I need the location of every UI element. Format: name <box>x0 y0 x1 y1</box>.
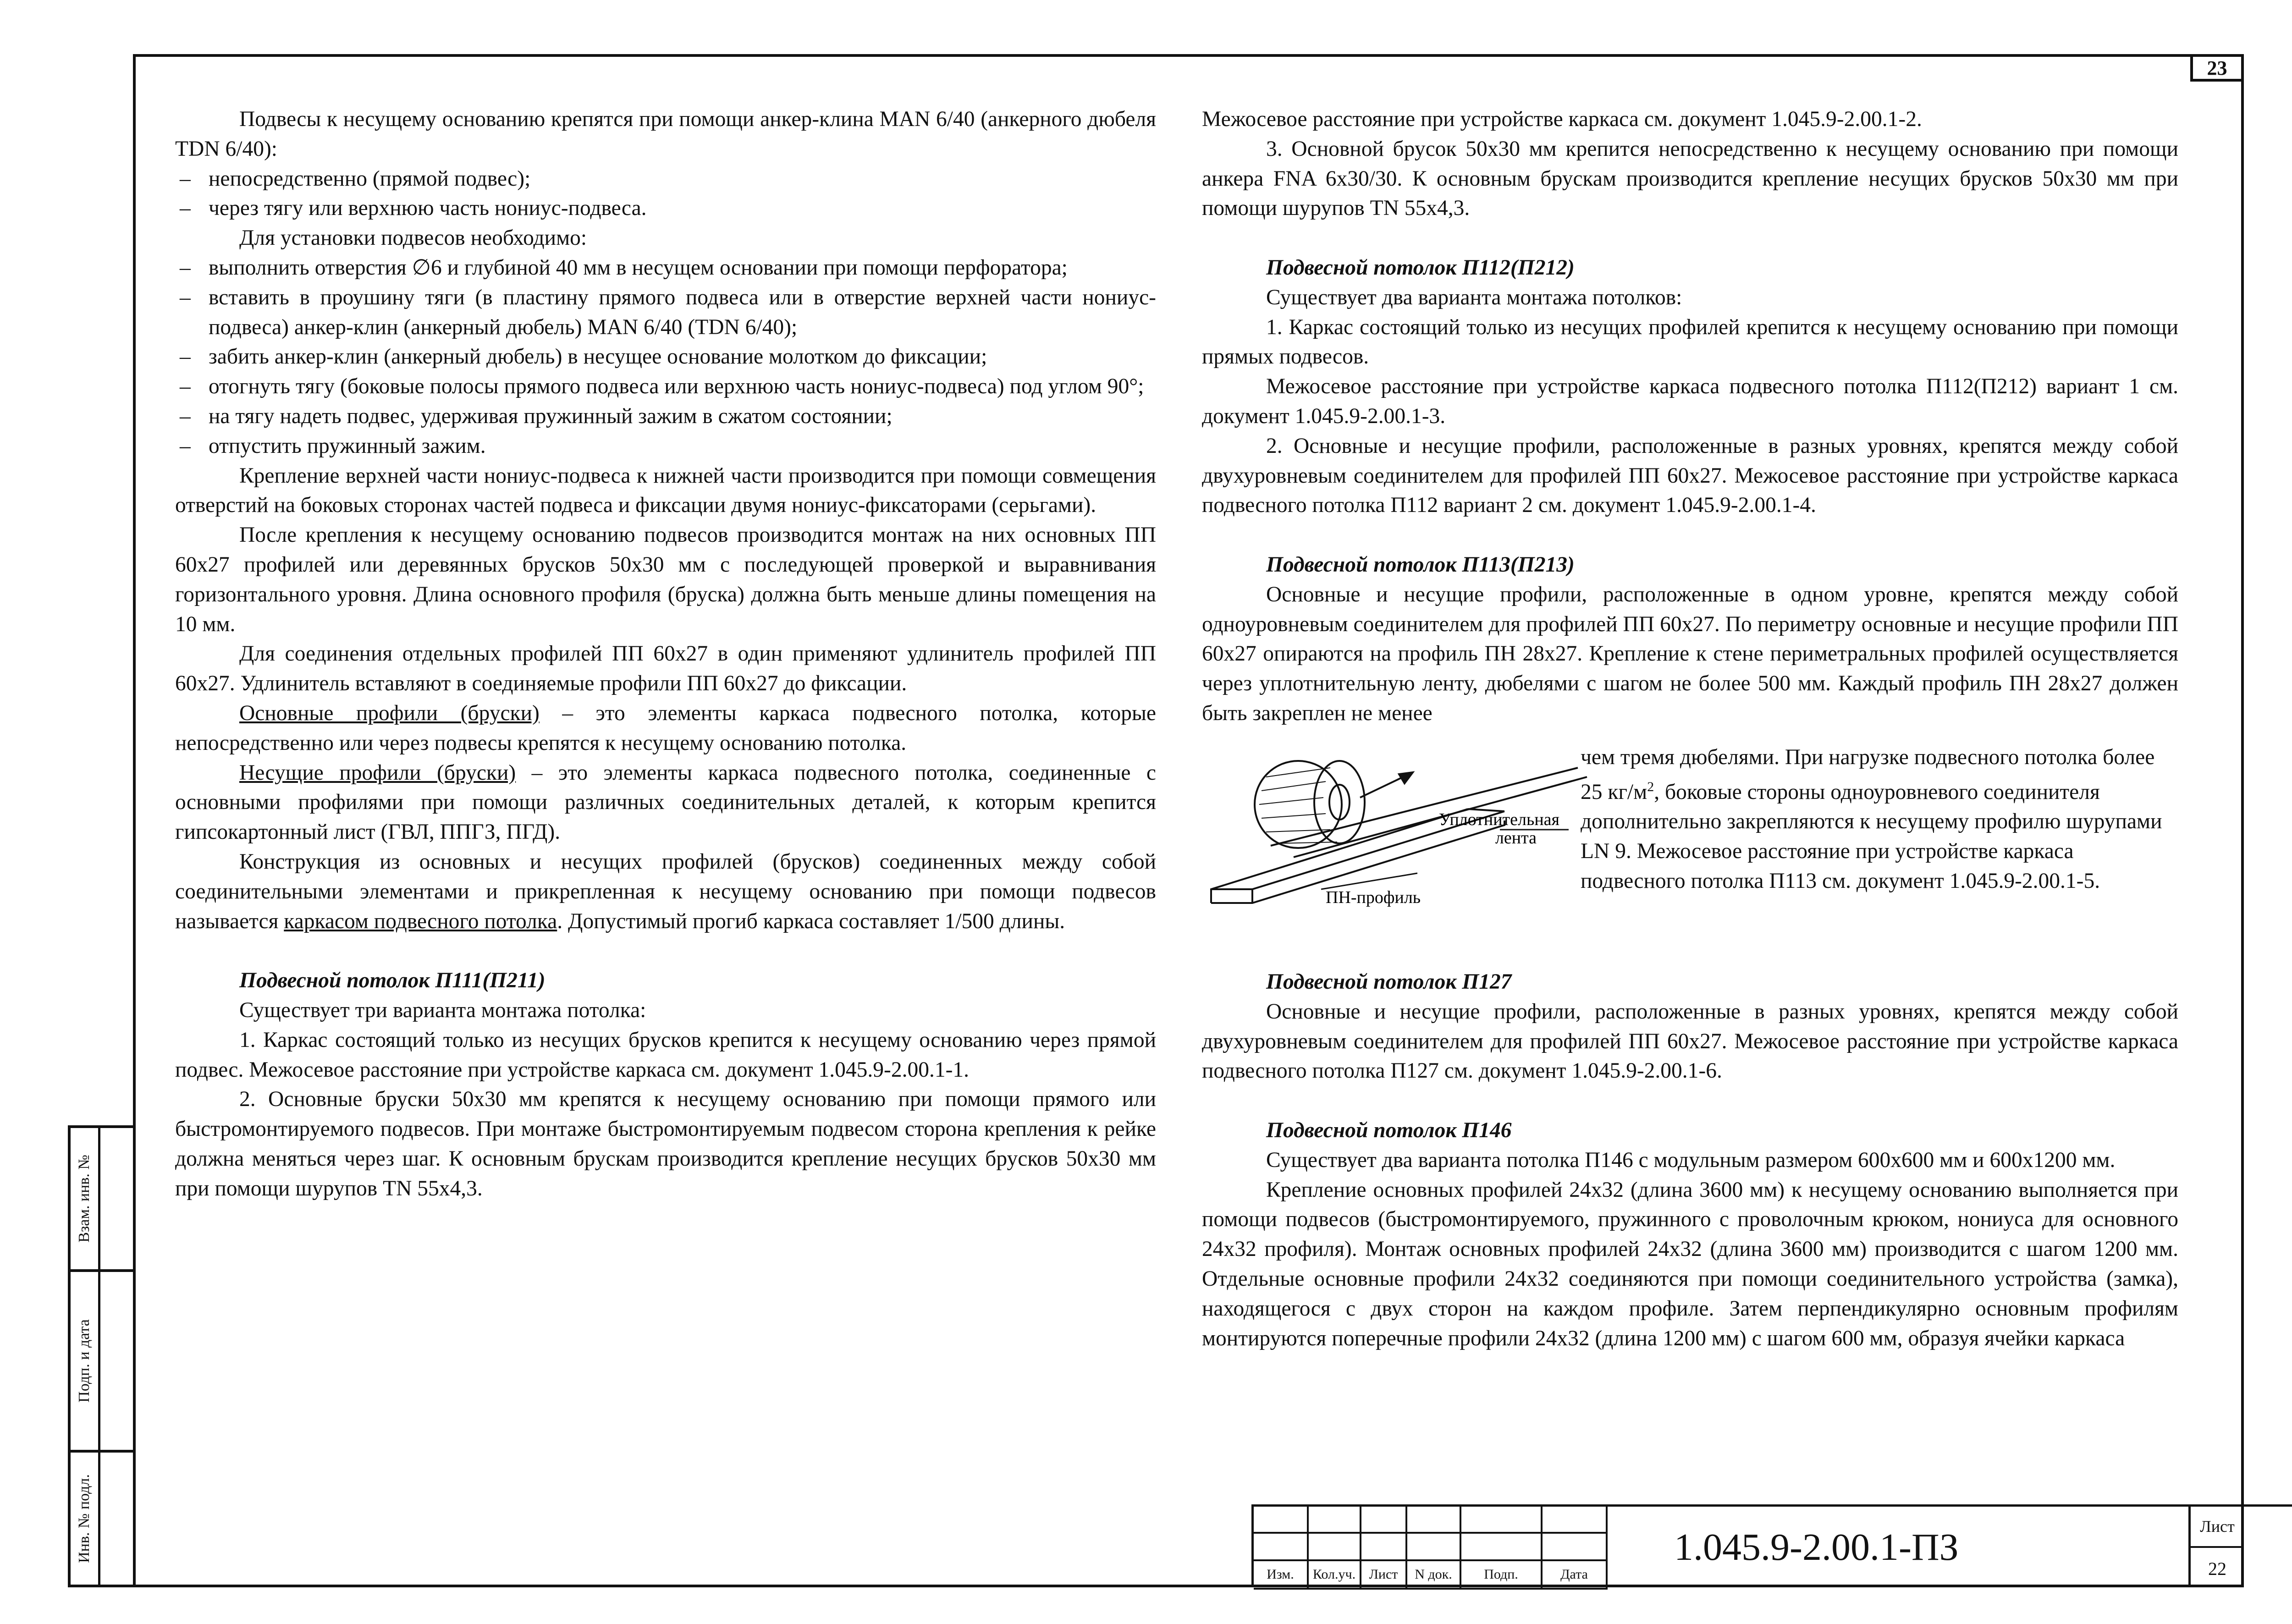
revision-grid <box>1251 1504 1605 1587</box>
list-item: – непосредственно (прямой подвес); <box>175 164 1156 194</box>
text-part: , боковые стороны одноуровневого соединителя дополнительно закрепляются к несущему профилю шурупами LN 9. Межосевое расстояние при устройстве каркаса подвесного потолка П113 см. документ 1.045.9-2.00.1-5. <box>1581 780 2162 893</box>
paragraph: Подвесы к несущему основанию крепятся при помощи анкер-клина MAN 6/40 (анкерного дюбеля TDN 6/40): <box>175 107 1156 161</box>
paragraph: 1. Каркас состоящий только из несущих брусков крепится к несущему основанию через прямой подвес. Межосевое расстояние при устройстве каркаса см. документ 1.045.9-2.00.1-1. <box>175 1028 1156 1082</box>
title-block <box>1251 1504 2244 1587</box>
col-header-kol: Кол.уч. <box>1309 1561 1361 1590</box>
paragraph: Для соединения отдельных профилей ПП 60х27 в один применяют удлинитель профилей ПП 60х27. Удлинитель вставляют в соединяемые профили ПП 60х27 до фиксации. <box>175 642 1156 696</box>
side-row-inv-no <box>68 1125 133 1272</box>
term-main-profiles: Основные профили (бруски) <box>239 701 540 725</box>
top-page-number: 23 <box>2190 54 2244 82</box>
side-label-inv-orig: Инв. № подл. <box>76 1474 93 1563</box>
section-heading-p127: Подвесной потолок П127 <box>1266 970 1512 994</box>
paragraph-definition-bearing <box>175 758 1156 847</box>
paragraph: Для установки подвесов необходимо: <box>239 226 587 250</box>
col-header-izm: Изм. <box>1254 1561 1309 1590</box>
superscript: 2 <box>1647 779 1654 794</box>
list-item: – отогнуть тягу (боковые полосы прямого подвеса или верхнюю часть нониус-подвеса) под углом 90°; <box>175 372 1156 402</box>
paragraph <box>1581 743 2172 896</box>
illustration-side-text <box>1581 743 2172 896</box>
definition-text: – это элементы каркаса подвесного потолка, соединенные с основными профилями при помощи различных соединительных деталей, к которым крепится гипсокартонный лист (ГВЛ, ППГЗ, ПГД). <box>175 760 1156 844</box>
paragraph: Основные и несущие профили, расположенные в разных уровнях, крепятся между собой двухуровневым соединителем для профилей ПП 60х27. Межосевое расстояние при устройстве каркаса подвесного потолка П127 см. документ 1.045.9-2.00.1-6. <box>1202 999 2178 1083</box>
paragraph: Крепление верхней части нониус-подвеса к нижней части производится при помощи совмещения отверстий на боковых сторонах частей подвеса и фиксации двумя нониус-фиксаторами (серьгами). <box>175 463 1156 517</box>
section-heading-p112: Подвесной потолок П112(П212) <box>1266 255 1575 280</box>
list-item: – выполнить отверстия ∅6 и глубиной 40 мм в несущем основании при помощи перфоратора; <box>175 253 1156 283</box>
text-part: . Допустимый прогиб каркаса составляет 1/500 длины. <box>557 909 1065 933</box>
list-item: – забить анкер-клин (анкерный дюбель) в несущее основание молотком до фиксации; <box>175 342 1156 372</box>
label-sealing-tape: Уплотнительная <box>1438 810 1559 829</box>
side-row-inv-orig <box>68 1450 133 1587</box>
text-part: чем тремя дюбелями. При нагрузке подвесного потолка более 25 кг/м <box>1581 745 2155 804</box>
paragraph: После крепления к несущему основанию подвесов производится монтаж на них основных ПП 60х27 профилей или деревянных брусков 50х30 мм с последующей проверкой и выравнивания горизонтального уровня. Длина основного профиля (бруска) должна быть меньше длины помещения на 10 мм. <box>175 523 1156 636</box>
paragraph: Существует три варианта монтажа потолка: <box>239 998 646 1022</box>
paragraph: Существует два варианта потолка П146 с модульным размером 600х600 мм и 600х1200 мм. <box>1266 1148 2116 1172</box>
document-code: 1.045.9-2.00.1-ПЗ <box>1674 1526 1959 1569</box>
side-row-sign-date <box>68 1269 133 1453</box>
left-text-column <box>175 105 1156 1203</box>
paragraph: 2. Основные и несущие профили, расположенные в разных уровнях, крепятся между собой двухуровневым соединителем для профилей ПП 60х27. Межосевое расстояние при устройстве каркаса подвесного потолка П112 вариант 2 см. документ 1.045.9-2.00.1-4. <box>1202 434 2178 517</box>
list-item: – вставить в проушину тяги (в пластину прямого подвеса или в отверстие верхней части нониус-подвеса) анкер-клин (анкерный дюбель) MAN 6/40 (TDN 6/40); <box>175 283 1156 342</box>
paragraph: 3. Основной брусок 50х30 мм крепится непосредственно к несущему основанию при помощи анкера FNA 6х30/30. К основным брускам производится крепление несущих брусков 50х30 мм при помощи шурупов TN 55х4,3. <box>1202 137 2178 220</box>
sheet-number: 22 <box>2208 1558 2226 1579</box>
paragraph: Межосевое расстояние при устройстве каркаса подвесного потолка П112(П212) вариант 1 см. документ 1.045.9-2.00.1-3. <box>1202 374 2178 428</box>
paragraph: 2. Основные бруски 50х30 мм крепятся к несущему основанию при помощи прямого или быстромонтируемого подвесов. При монтаже быстромонтируемым подвесом сторона крепления к рейке должна меняться через шаг. К основным брускам производится крепление несущих брусков 50х30 мм при помощи шурупов TN 55х4,3. <box>175 1087 1156 1200</box>
paragraph-frame-definition <box>175 847 1156 936</box>
col-header-list: Лист <box>1361 1561 1407 1590</box>
col-header-ndok: N док. <box>1407 1561 1461 1590</box>
paragraph: Крепление основных профилей 24х32 (длина 3600 мм) к несущему основанию выполняется при помощи подвесов (быстромонтируемого, пружинного с проволочным крюком, нониуса для основного 24х32 профиля). Монтаж основных профилей 24х32 (длина 3600 мм) производится с шагом 1200 мм. Отдельные основные профили 24х32 соединяются при помощи соединительного устройства (замка), находящегося с двух сторон на каждом профиле. Затем перпендикулярно основным профилям монтируются поперечные профили 24х32 (длина 1200 мм) с шагом 600 мм, образуя ячейки каркаса <box>1202 1178 2178 1350</box>
sheet-number-box <box>2188 1504 2244 1587</box>
section-heading-p146: Подвесной потолок П146 <box>1266 1118 1512 1142</box>
label-tape: лента <box>1495 828 1537 848</box>
right-text-column-top <box>1202 105 2178 728</box>
side-label-sign-date: Подп. и дата <box>76 1319 93 1403</box>
col-header-data: Дата <box>1543 1561 1608 1590</box>
right-text-column-bottom <box>1202 949 2178 1353</box>
col-header-podp: Подп. <box>1461 1561 1543 1590</box>
paragraph-definition-main <box>175 699 1156 758</box>
paragraph: Существует два варианта монтажа потолков: <box>1266 285 1682 309</box>
sheet-label: Лист <box>2191 1507 2244 1548</box>
paragraph: Основные и несущие профили, расположенные в одном уровне, крепятся между собой одноуровневым соединителем для профилей ПП 60х27. По периметру основные и несущие профили ПП 60х27 опираются на профиль ПН 28х27. Крепление к стене периметральных профилей осуществляется через уплотнительную ленту, дюбелями с шагом не более 500 мм. Каждый профиль ПН 28х27 должен быть закреплен не менее <box>1202 582 2178 725</box>
label-pn-profile: ПН-профиль <box>1326 888 1421 907</box>
side-label-inv-no: Взам. инв. № <box>76 1155 93 1243</box>
definition-text: – это элементы каркаса подвесного потолка, которые непосредственно или через подвесы крепятся к несущему основанию потолка. <box>175 701 1156 755</box>
list-item: – через тягу или верхнюю часть нониус-подвеса. <box>175 193 1156 223</box>
side-stamp <box>68 1125 133 1587</box>
paragraph: 1. Каркас состоящий только из несущих профилей крепится к несущему основанию при помощи прямых подвесов. <box>1202 315 2178 369</box>
term-bearing-profiles: Несущие профили (бруски) <box>239 760 516 785</box>
text-part: Конструкция из основных и несущих профилей (брусков) соединенных между собой соединительными элементами и прикрепленная к несущему основанию при помощи подвесов называется <box>175 849 1156 933</box>
list-item: – отпустить пружинный зажим. <box>175 431 1156 461</box>
section-heading-p113: Подвесной потолок П113(П213) <box>1266 552 1575 577</box>
list-item: – на тягу надеть подвес, удерживая пружинный зажим в сжатом состоянии; <box>175 402 1156 431</box>
section-heading-p111: Подвесной потолок П111(П211) <box>239 969 545 993</box>
sealing-tape-illustration <box>1202 740 1592 919</box>
paragraph: Межосевое расстояние при устройстве каркаса см. документ 1.045.9-2.00.1-2. <box>1202 107 1922 131</box>
term-frame: каркасом подвесного потолка <box>284 909 557 933</box>
